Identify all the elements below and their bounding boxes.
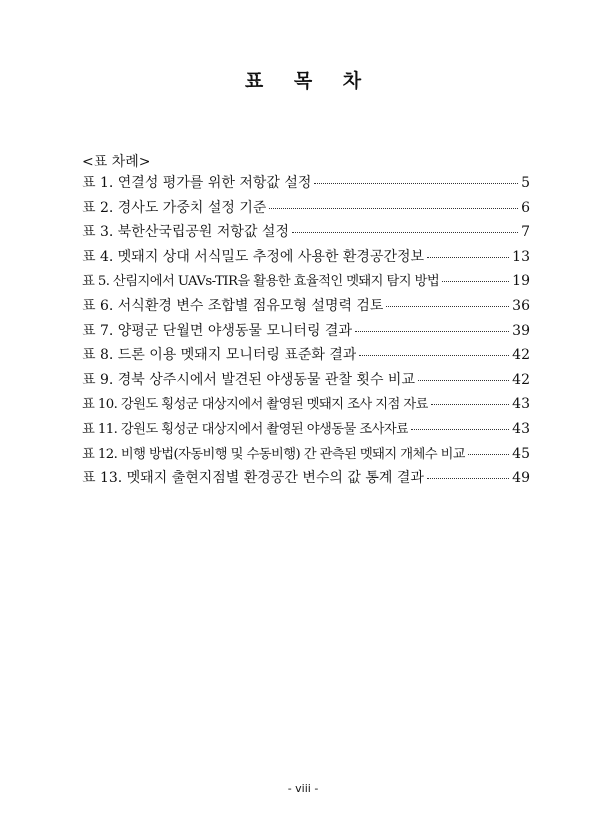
toc-entry-page: 45 — [512, 445, 530, 462]
toc-entry-label: 표 13. 멧돼지 출현지점별 환경공간 변수의 값 통계 결과 — [82, 470, 424, 487]
toc-entry-page: 5 — [521, 175, 530, 191]
toc-entry-label: 표 5. 산림지에서 UAVs-TIR을 활용한 효율적인 멧돼지 탐지 방법 — [82, 274, 440, 290]
toc-leader-dots — [418, 380, 509, 381]
toc-entry-label: 표 12. 비행 방법(자동비행 및 수동비행) 간 관측된 멧돼지 개체수 비교 — [82, 446, 466, 462]
toc-leader-dots — [411, 429, 509, 430]
toc-leader-dots — [292, 232, 518, 233]
toc-entry-page: 19 — [512, 273, 530, 290]
toc-entry-page: 13 — [512, 248, 530, 265]
toc-entry-label: 표 11. 강원도 횡성군 대상지에서 촬영된 야생동물 조사자료 — [82, 421, 409, 437]
toc-entry-page: 7 — [521, 224, 530, 241]
toc-entry-7[interactable] — [82, 320, 530, 345]
toc-entry-label: 표 9. 경북 상주시에서 발견된 야생동물 관찰 횟수 비교 — [82, 371, 415, 388]
toc-entry-10[interactable] — [82, 393, 530, 418]
toc-entry-label: 표 8. 드론 이용 멧돼지 모니터링 표준화 결과 — [82, 347, 357, 364]
toc-entry-page: 42 — [512, 347, 530, 364]
toc-leader-dots — [355, 331, 509, 332]
toc-leader-dots — [314, 183, 518, 184]
toc-entry-9[interactable] — [82, 369, 530, 394]
toc-entry-page: 49 — [512, 470, 530, 487]
page-title: 표 목 차 — [244, 70, 374, 92]
toc-entry-6[interactable] — [82, 295, 530, 320]
toc-leader-dots — [442, 281, 509, 282]
toc-entry-label: 표 3. 북한산국립공원 저항값 설정 — [82, 224, 289, 241]
toc-entry-2[interactable] — [82, 197, 530, 222]
toc-entry-label: 표 4. 멧돼지 상대 서식밀도 추정에 사용한 환경공간정보 — [82, 248, 425, 265]
toc-entry-page: 42 — [512, 371, 530, 388]
toc-leader-dots — [386, 306, 509, 307]
toc-entry-label: 표 6. 서식환경 변수 조합별 점유모형 설명력 검토 — [82, 297, 384, 314]
toc-entry-3[interactable] — [82, 221, 530, 246]
toc-entry-label: 표 1. 연결성 평가를 위한 저항값 설정 — [82, 175, 312, 191]
toc-entry-4[interactable] — [82, 246, 530, 271]
toc-entry-label: 표 7. 양평군 단월면 야생동물 모니터링 결과 — [82, 322, 352, 339]
toc-leader-dots — [269, 208, 518, 209]
toc-entry-page: 39 — [512, 322, 530, 339]
toc-leader-dots — [427, 257, 509, 258]
toc-entry-page: 36 — [512, 297, 530, 314]
toc-entry-8[interactable] — [82, 344, 530, 369]
toc-entry-5[interactable] — [82, 270, 530, 295]
toc-leader-dots — [427, 478, 509, 479]
toc-entry-12[interactable] — [82, 443, 530, 468]
page-number: - viii - — [287, 782, 319, 795]
toc-leader-dots — [359, 355, 509, 356]
toc-leader-dots — [431, 404, 509, 405]
toc-entry-13[interactable] — [82, 467, 530, 492]
toc-entry-11[interactable] — [82, 418, 530, 443]
table-of-contents-list — [82, 172, 530, 492]
section-heading: <표 차례> — [82, 154, 151, 170]
toc-entry-page: 6 — [521, 199, 530, 216]
toc-entry-label: 표 10. 강원도 횡성군 대상지에서 촬영된 멧돼지 조사 지점 자료 — [82, 397, 428, 413]
toc-entry-label: 표 2. 경사도 가중치 설정 기준 — [82, 199, 267, 216]
toc-entry-1[interactable] — [82, 172, 530, 197]
toc-entry-page: 43 — [512, 396, 530, 413]
toc-leader-dots — [468, 454, 509, 455]
toc-entry-page: 43 — [512, 420, 530, 437]
